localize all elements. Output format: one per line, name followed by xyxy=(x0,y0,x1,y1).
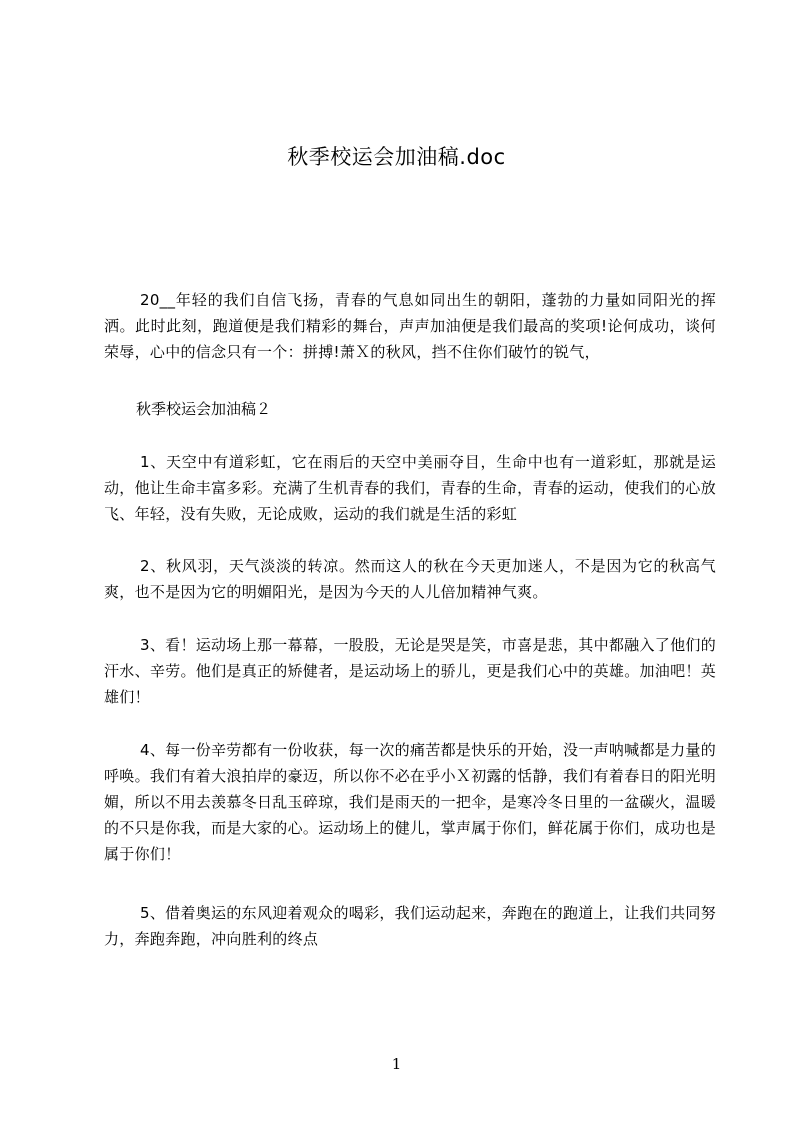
section-heading: 秋季校运会加油稿２ xyxy=(136,400,272,418)
paragraph-3: 3、看！运动场上那一幕幕，一股股，无论是哭是笑，市喜是悲，其中都融入了他们的汗水、辛劳。他们是真正的矫健者，是运动场上的骄儿，更是我们心中的英雄。加油吧！英雄们！ xyxy=(104,636,717,706)
paragraph-2: 2、秋风羽，天气淡淡的转凉。然而这人的秋在今天更加迷人，不是因为它的秋高气爽，也不是因为它的明媚阳光，是因为今天的人儿倍加精神气爽。 xyxy=(104,557,716,601)
paragraph-1: 1、天空中有道彩虹，它在雨后的天空中美丽夺目，生命中也有一道彩虹，那就是运动，他让生命丰富多彩。充满了生机青春的我们，青春的生命，青春的运动，使我们的心放飞、年轻，没有失败，无论成败，运动的我们就是生活的彩虹 xyxy=(104,453,717,523)
paragraph-4: 4、每一份辛劳都有一份收获，每一次的痛苦都是快乐的开始，没一声呐喊都是力量的呼唤。我们有着大浪拍岸的豪迈，所以你不必在乎小Ｘ初露的恬静，我们有着春日的阳光明媚，所以不用去羡慕冬日乱玉碎琼，我们是雨天的一把伞，是寒冷冬日里的一盆碳火，温暖的不只是你我，而是大家的心。运动场上的健儿，掌声属于你们，鲜花属于你们，成功也是属于你们！ xyxy=(104,741,717,863)
page-number: 1 xyxy=(391,1055,402,1073)
document-title: 秋季校运会加油稿.doc xyxy=(287,145,506,169)
intro-paragraph: 20__年轻的我们自信飞扬，青春的气息如同出生的朝阳，蓬勃的力量如同阳光的挥洒。此时此刻，跑道便是我们精彩的舞台，声声加油便是我们最高的奖项!论何成功，谈何荣辱，心中的信念只有一个：拼搏!萧Ｘ的秋风，挡不住你们破竹的锐气， xyxy=(104,291,716,361)
paragraph-5: 5、借着奥运的东风迎着观众的喝彩，我们运动起来，奔跑在的跑道上，让我们共同努力，奔跑奔跑，冲向胜利的终点 xyxy=(104,904,716,948)
